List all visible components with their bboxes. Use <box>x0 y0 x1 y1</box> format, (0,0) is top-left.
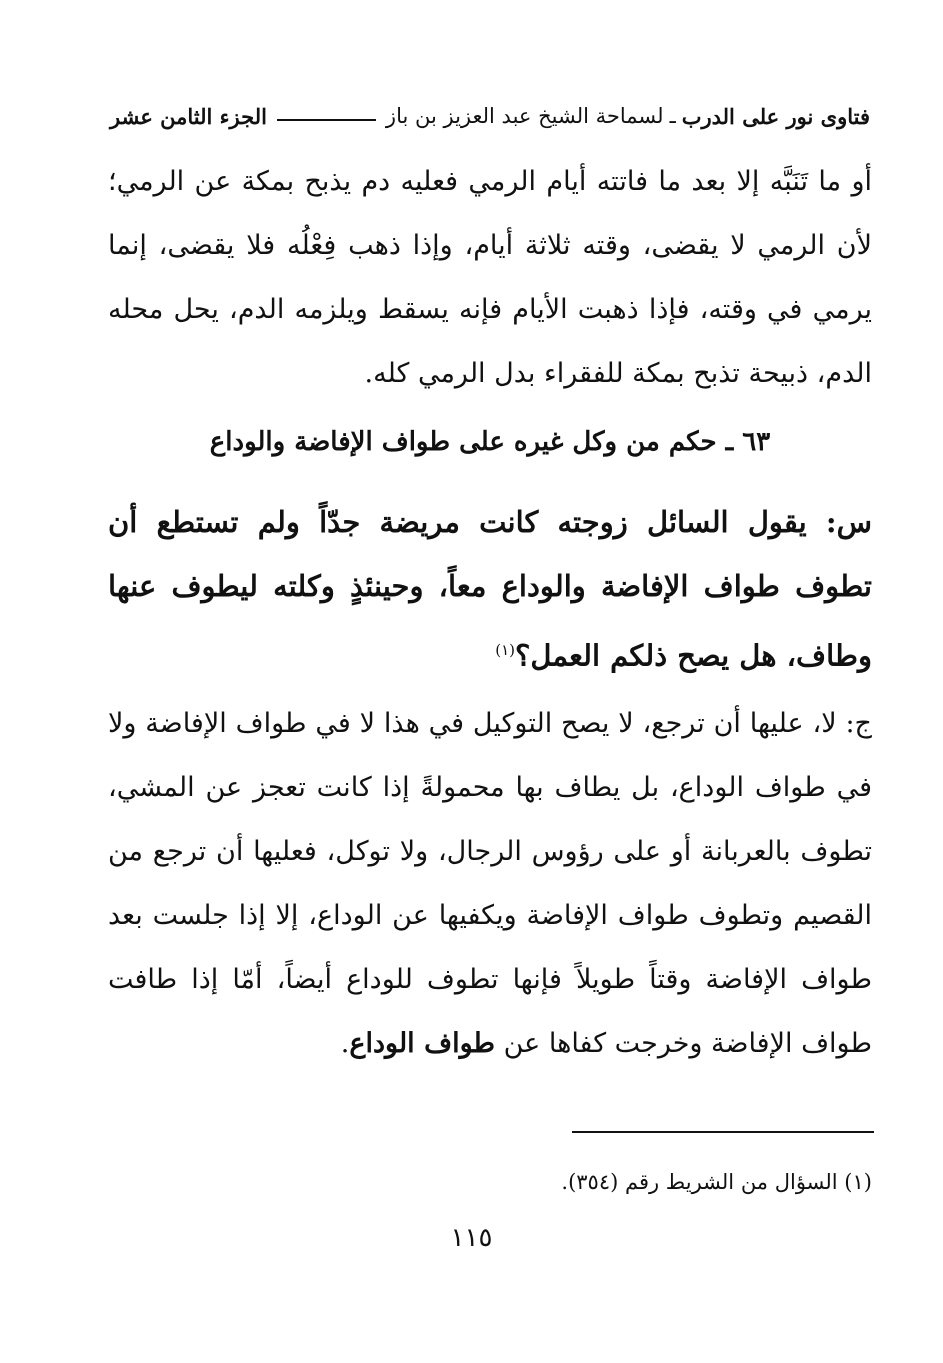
footnote-separator <box>572 1131 874 1133</box>
answer-prefix: ج: <box>845 708 872 739</box>
page-number: ١١٥ <box>450 1223 493 1253</box>
footnote: (١) السؤال من الشريط رقم (٣٥٤). <box>561 1170 872 1194</box>
answer-paragraph <box>108 692 872 1076</box>
volume-label: الجزء الثامن عشر <box>110 103 267 129</box>
author-name: لسماحة الشيخ عبد العزيز بن باز <box>385 104 664 128</box>
question-paragraph <box>108 490 872 688</box>
answer-end: . <box>340 1028 350 1059</box>
question-text: يقول السائل زوجته كانت مريضة جدّاً ولم تستطع أن تطوف طواف الإفاضة والوداع معاً، وحينئذٍ وكلته ليطوف عنها وطاف، هل يصح ذلكم العمل؟ <box>108 505 872 673</box>
question-prefix: س: <box>825 505 872 539</box>
answer-text: لا، عليها أن ترجع، لا يصح التوكيل في هذا لا في طواف الإفاضة ولا في طواف الوداع، بل يطاف بها محمولةً إذا كانت تعجز عن المشي، تطوف بالعربانة أو على رؤوس الرجال، ولا توكل، فعليها أن ترجع من القصيم وتطوف طواف الإفاضة ويكفيها عن الوداع، إلا إذا جلست بعد طواف الإفاضة وقتاً طويلاً فإنها تطوف للوداع أيضاً، أمّا إذا طافت طواف الإفاضة وخرجت كفاها عن <box>108 708 872 1059</box>
running-header <box>110 96 870 136</box>
header-separator: ـ <box>669 104 676 128</box>
section-heading: ٦٣ ـ حكم من وكل غيره على طواف الإفاضة والوداع <box>209 427 771 457</box>
footnote-reference: (١) <box>495 641 515 659</box>
paragraph-continued: أو ما تَنَبَّه إلا بعد ما فاتته أيام الرمي فعليه دم يذبح بمكة عن الرمي؛ لأن الرمي لا يقضى، وقته ثلاثة أيام، وإذا ذهب فِعْلُه فلا يقضى، إنما يرمي في وقته، فإذا ذهبت الأيام فإنه يسقط ويلزمه الدم، يحل محله الدم، ذبيحة تذبح بمكة للفقراء بدل الرمي كله. <box>108 166 872 389</box>
header-rule <box>277 119 376 121</box>
answer-bold-tail: طواف الوداع <box>349 1028 496 1059</box>
book-title: فتاوى نور على الدرب <box>681 103 870 129</box>
